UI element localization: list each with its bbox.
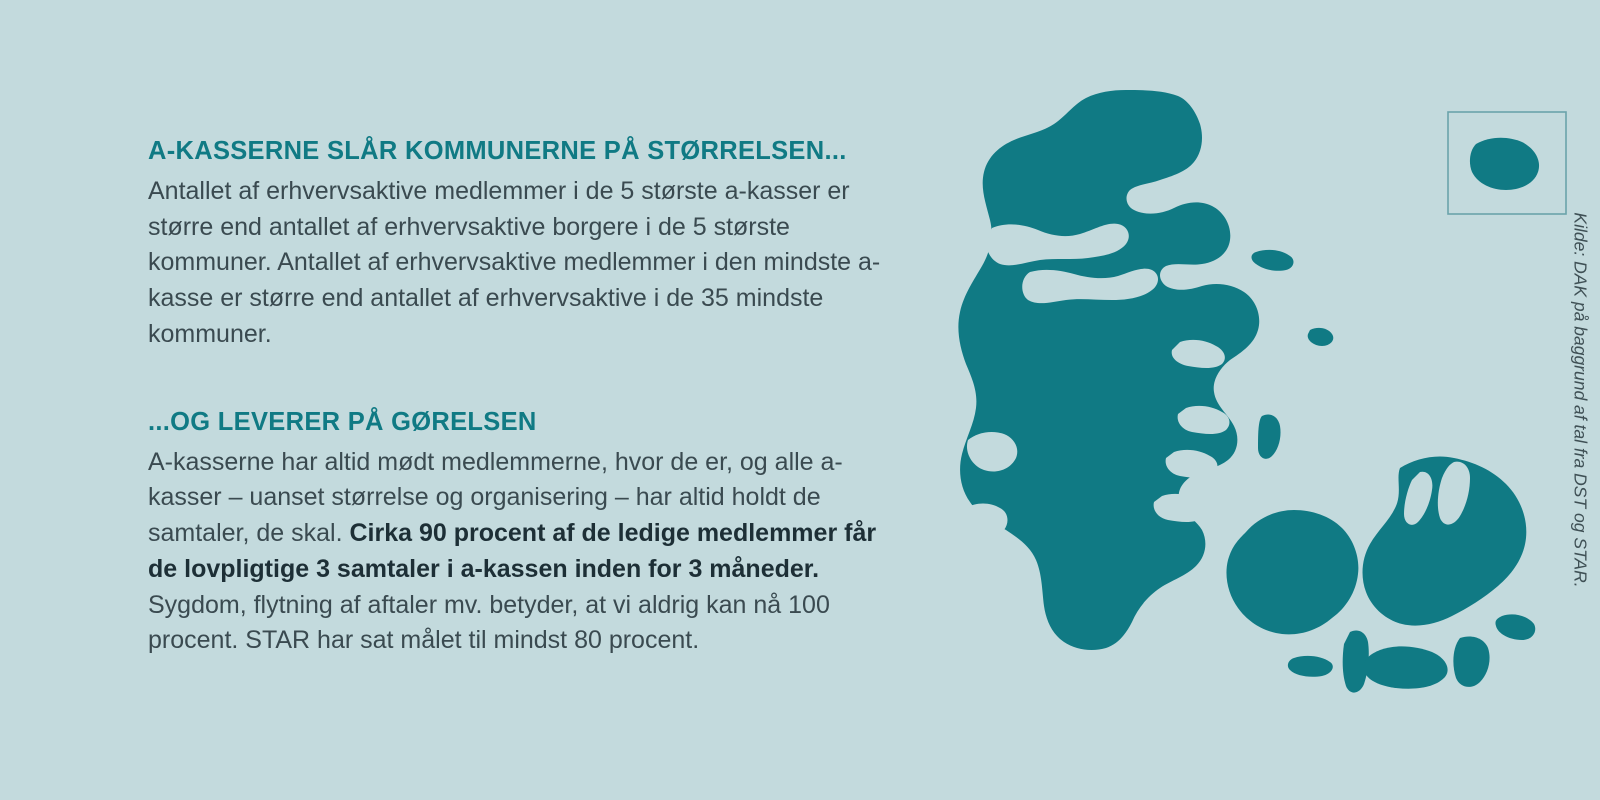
- bornholm-island: [1470, 138, 1539, 190]
- jutland: [958, 90, 1259, 650]
- map-landmasses: [958, 90, 1566, 693]
- source-caption-wrap: [1560, 0, 1600, 800]
- section-2-body-highlight: Cirka 90 procent af de ledige medlemmer får de lovpligtige 3 samtaler i a-kassen inden for 3 måneder.: [148, 519, 877, 583]
- langeland-island: [1343, 630, 1369, 692]
- aeroe-island: [1288, 656, 1333, 677]
- section-2-heading: ...OG LEVERER PÅ GØRELSEN: [148, 407, 537, 436]
- moen-island: [1495, 614, 1535, 640]
- laesoe-island: [1252, 250, 1294, 271]
- anholt-island: [1308, 328, 1334, 346]
- text-column: [148, 136, 908, 659]
- source-caption: Kilde: DAK på baggrund af tal fra DST og STAR.: [1570, 212, 1591, 588]
- section-1-body: Antallet af erhvervsaktive medlemmer i de 5 største a-kasser er større end antallet af erhvervsaktive borgere i de 5 største kommuner. Antallet af erhvervsaktive medlemmer i den mindste a-kasse er større end antallet af erhvervsaktive i de 35 mindste kommuner.: [148, 176, 881, 348]
- samsoe-island: [1258, 414, 1281, 458]
- denmark-map: [880, 60, 1580, 740]
- denmark-map-svg: [880, 60, 1580, 740]
- section-1-heading: A-KASSERNE SLÅR KOMMUNERNE PÅ STØRRELSEN...: [148, 137, 847, 165]
- falster-island: [1453, 636, 1489, 686]
- ringkoebing-fjord: [962, 504, 1008, 539]
- funen: [1226, 510, 1358, 634]
- section-2-body-part2: Sygdom, flytning af aftaler mv. betyder, at vi aldrig kan nå 100 procent. STAR har sat målet til mindst 80 procent.: [148, 590, 830, 655]
- lolland-island: [1364, 646, 1448, 688]
- section-block-2: [148, 407, 908, 659]
- section-block-1: [148, 136, 908, 353]
- section-2-body-part1: A-kasserne har altid mødt medlemmerne, hvor de er, og alle a-kasser – uanset størrelse og organisering – har altid holdt de samtaler, de skal.: [148, 447, 843, 547]
- section-2-body: [148, 445, 908, 660]
